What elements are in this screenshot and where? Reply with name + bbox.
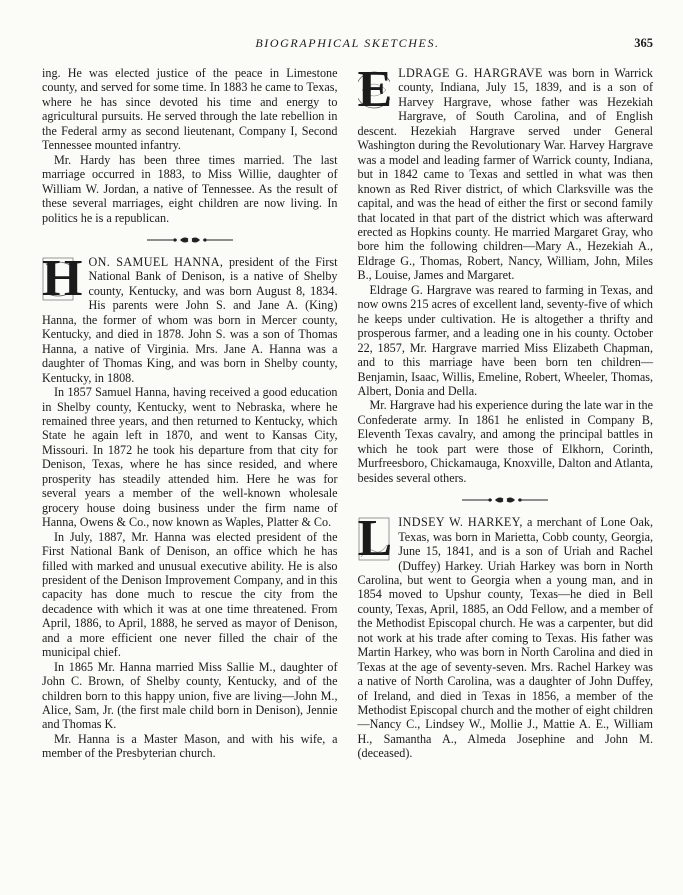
hanna-dropcap: [42, 249, 83, 307]
page-header: [42, 36, 653, 54]
hanna-marriage-paragraph: In 1865 Mr. Hanna married Miss Sallie M., daughter of John C. Brown, of Shelby county, Kentucky, and of the children born to this happy union, five are living—John M., Alice, Sam, Jr. (the first male child born in Denison), Jennie and Thomas K.: [42, 659, 338, 732]
section-divider-ornament: [358, 495, 654, 505]
hanna-intro-text: president of the First National Bank of Denison, is a native of Shelby county, Kentucky, and was born August 8, 1834. His parents were John S. and Jane A. (King) Hanna, the former of whom was born in Mercer county, Kentucky, and died in 1878. John S. was a son of Thomas Hanna, a native of Virginia. Mrs. Jane A. Hanna was a daughter of Thomas King, and was born in Shelby county, Kentucky, in 1808.: [42, 254, 338, 385]
harkey-dropcap-letter: L: [357, 510, 393, 568]
left-column: [42, 66, 338, 877]
harkey-dropcap: [357, 510, 393, 568]
hanna-intro-paragraph: [42, 249, 338, 385]
hargrave-lead-words: LDRAGE G. HARGRAVE: [398, 66, 543, 80]
page-number: 365: [634, 36, 653, 50]
hargrave-dropcap-letter: E: [357, 61, 393, 118]
divider-ornament-icon: [462, 495, 548, 505]
hanna-lead-words: ON. SAMUEL HANNA,: [88, 254, 224, 269]
hanna-bank-paragraph: In July, 1887, Mr. Hanna was elected president of the First National Bank of Denison, an office which he has filled with marked and unusual executive ability. He is also president of the Denison Improvement Company, and in this capacity has done much to rescue the city from the decadence with which it was at one time threatened. From April, 1886, to April, 1888, he served as mayor of Denison, and a more efficient one never filled the chair of the municipal chief.: [42, 529, 338, 660]
hanna-education-paragraph: In 1857 Samuel Hanna, having received a good education in Shelby county, Kentucky, went to Nebraska, where he remained three years, and then returned to Kentucky, which State he again left in 1870, and went to Kansas City, Missouri. In 1872 he took his departure from that city for Denison, Texas, where he has since resided, and where prosperity has steadily attended him. Here he was for several years a member of the well-known wholesale grocery house doing business under the firm name of Hanna, Owens & Co., now known as Waples, Platter & Co.: [42, 385, 338, 530]
hargrave-dropcap: [357, 61, 393, 118]
divider-ornament-icon: [147, 235, 233, 245]
hargrave-intro-text: was born in Warrick county, Indiana, July 15, 1839, and is a son of Harvey Hargrave, whose father was Hezekiah Hargrave, of South Carolina, and of English descent. Hezekiah Hargrave served under General Washington during the Revolutionary War. Harvey Hargrave was a model and leading farmer of Warrick county, Indiana, but in 1842 came to Texas and settled in what was then known as Red River district, of which Clarksville was the capital, and was the head of either the first or second family that located in that part of the district which was afterward erected as Hopkins county. He married Margaret Gray, who bore him the following children—Mary A., Hezekiah A., Eldrage G., Thomas, Robert, Nancy, William, John, Miles B., Louise, James and Margaret.: [357, 66, 653, 283]
harkey-lead-words: INDSEY W. HARKEY,: [398, 515, 523, 530]
section-divider-ornament: [42, 235, 338, 245]
harkey-intro-text: a merchant of Lone Oak, Texas, was born in Marietta, Cobb county, Georgia, June 15, 1841, and is a son of Uriah and Rachel (Duffey) Harkey. Uriah Harkey was born in North Carolina, but went to Georgia when a young man, and in 1854 moved to Upshur county, Texas—he died in Bell county, Texas, April, 1885, an Odd Fellow, and a member of the Methodist Episcopal church. He was a carpenter, but did not work at his trade after coming to Texas. His father was Martin Harkey, who was born in North Carolina and died in Texas at the age of seventy-seven. Mrs. Rachel Harkey was a native of North Carolina, was a daughter of John Duffey, of Ireland, and died in Texas in 1856, a member of the Methodist Episcopal church and the mother of eight children—Nancy C., Lindsey W., Mollie J., Mattie A. E., William H., Samantha A., Almeda Josephine and John M. (deceased).: [357, 515, 653, 761]
hardy-continuation-paragraph: ing. He was elected justice of the peace in Limestone county, and served for some time. In 1883 he came to Texas, where he has since devoted his time and energy to agricultural pursuits. He served through the late rebellion in the Federal army as second lieutenant, Company I, Second Tennessee mounted infantry.: [42, 66, 338, 153]
text-columns: [42, 61, 653, 877]
harkey-intro-paragraph: [357, 510, 654, 761]
hargrave-intro-paragraph: [357, 61, 654, 283]
hanna-church-paragraph: Mr. Hanna is a Master Mason, and with his wife, a member of the Presbyterian church.: [42, 731, 338, 761]
hardy-marriage-paragraph: Mr. Hardy has been three times married. The last marriage occurred in 1883, to Miss Willie, daughter of William W. Jordan, a native of Tennessee. As the result of these several marriages, eight children are now living. In politics he is a republican.: [42, 152, 338, 225]
running-title: BIOGRAPHICAL SKETCHES.: [255, 36, 440, 50]
hargrave-war-paragraph: Mr. Hargrave had his experience during the late war in the Confederate army. In 1861 he enlisted in Company B, Eleventh Texas cavalry, and among the principal battles in which he took part were those of Elkhorn, Corinth, Murfreesboro, Chickamauga, Knoxville, Dalton and Atlanta, besides several others.: [357, 398, 653, 485]
right-column: [357, 61, 654, 877]
hargrave-farming-paragraph: Eldrage G. Hargrave was reared to farming in Texas, and now owns 215 acres of excellent land, seventy-five of which he keeps under cultivation. He is altogether a thrifty and prosperous farmer, and a leading one in his county. October 22, 1857, Mr. Hargrave married Miss Elizabeth Chapman, and to this marriage have been born ten children—Benjamin, Isaac, Willis, Emeline, Robert, Wheeler, Thomas, Albert, Donia and Della.: [357, 282, 653, 398]
hanna-dropcap-letter: H: [42, 249, 83, 307]
